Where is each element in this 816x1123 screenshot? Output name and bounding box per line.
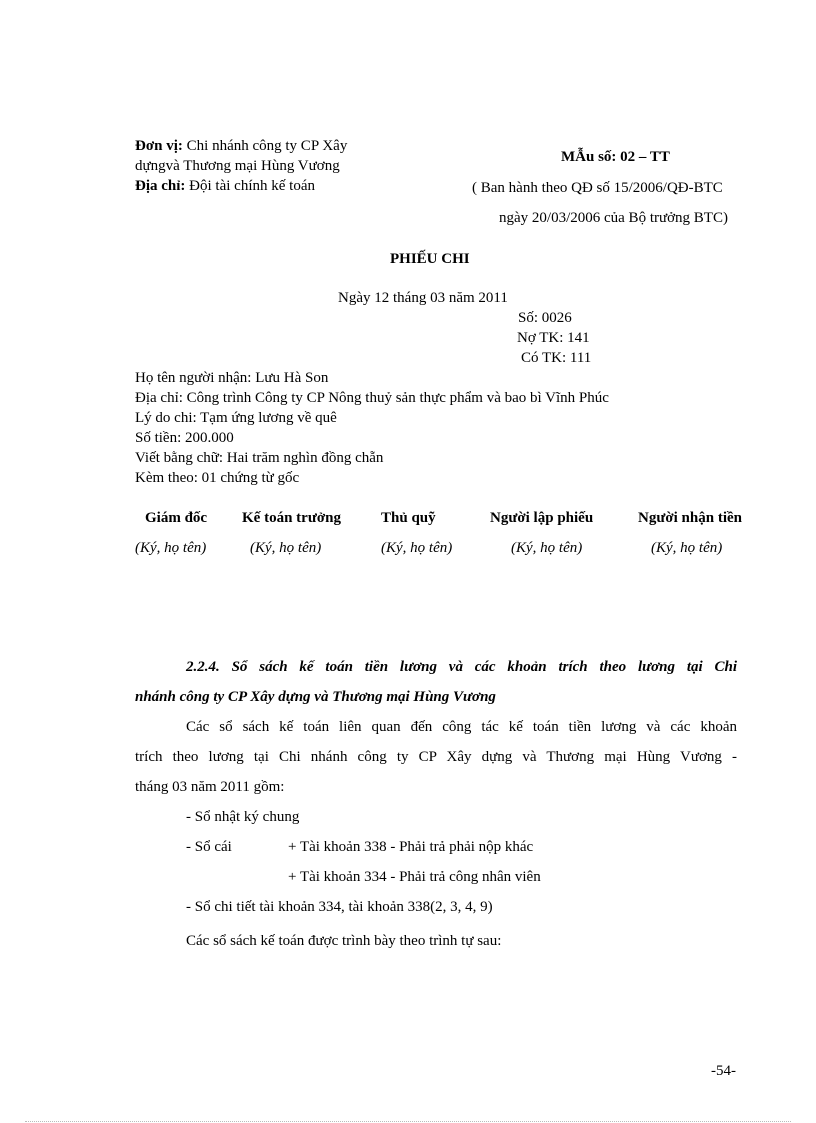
issued-line-2: ngày 20/03/2006 của Bộ trưởng BTC) <box>499 210 728 226</box>
recipient-name: Họ tên người nhận: Lưu Hà Son <box>135 370 329 386</box>
section-heading-line-2: nhánh công ty CP Xây dựng và Thương mại Hùng Vương <box>135 689 496 705</box>
amount-in-words: Viết bằng chữ: Hai trăm nghìn đồng chẵn <box>135 450 384 466</box>
unit-label: Đơn vị: <box>135 138 183 154</box>
paragraph-line-1: Các sổ sách kế toán liên quan đến công tác kế toán tiền lương và các khoản <box>186 719 737 735</box>
closing-sentence: Các sổ sách kế toán được trình bày theo trình tự sau: <box>186 933 502 949</box>
voucher-title: PHIẾU CHI <box>390 251 470 267</box>
signature-role-chief-accountant: Kế toán trưởng <box>242 510 341 526</box>
address-line <box>135 177 315 195</box>
signature-role-cashier: Thủ quỹ <box>381 510 436 526</box>
attachments: Kèm theo: 01 chứng từ gốc <box>135 470 300 486</box>
payment-reason: Lý do chi: Tạm ứng lương về quê <box>135 410 337 426</box>
list-item-detail-ledger: - Sổ chi tiết tài khoản 334, tài khoản 338(2, 3, 4, 9) <box>186 899 493 915</box>
ledger-account-338: + Tài khoản 338 - Phải trả phải nộp khác <box>288 839 534 855</box>
debit-account: Nợ TK: 141 <box>517 330 590 346</box>
paragraph-line-3: tháng 03 năm 2011 gồm: <box>135 779 285 795</box>
ledger-account-334: + Tài khoản 334 - Phải trả công nhân viên <box>288 869 541 885</box>
signature-role-preparer: Người lập phiếu <box>490 510 594 526</box>
page-border-divider <box>25 1121 791 1122</box>
signature-role-director: Giám đốc <box>145 510 208 526</box>
voucher-number: Số: 0026 <box>518 310 572 326</box>
paragraph-line-2: trích theo lương tại Chi nhánh công ty CP Xây dựng và Thương mại Hùng Vương - <box>135 749 737 765</box>
form-code: MẪu số: 02 – TT <box>561 149 670 165</box>
unit-line-2: dựngvà Thương mại Hùng Vương <box>135 158 340 174</box>
signature-note-director: (Ký, họ tên) <box>135 540 207 556</box>
unit-line-1 <box>135 137 347 155</box>
credit-account: Có TK: 111 <box>521 350 592 366</box>
issued-line-1: ( Ban hành theo QĐ số 15/2006/QĐ-BTC <box>472 180 723 196</box>
section-heading-line-1: 2.2.4. Sổ sách kế toán tiền lương và các khoản trích theo lương tại Chi <box>186 659 737 675</box>
signature-note-receiver: (Ký, họ tên) <box>651 540 723 556</box>
amount: Số tiền: 200.000 <box>135 430 234 446</box>
list-item-journal: - Sổ nhật ký chung <box>186 809 300 825</box>
list-item-ledger: - Sổ cái <box>186 839 232 855</box>
page-number: -54- <box>711 1063 736 1079</box>
signature-note-cashier: (Ký, họ tên) <box>381 540 453 556</box>
voucher-date: Ngày 12 tháng 03 năm 2011 <box>338 290 508 306</box>
recipient-address: Địa chỉ: Công trình Công ty CP Nông thuỷ sản thực phẩm và bao bì Vĩnh Phúc <box>135 390 609 406</box>
unit-value: Chi nhánh công ty CP Xây <box>186 138 348 154</box>
address-label: Địa chỉ: <box>135 178 186 194</box>
signature-note-chief-accountant: (Ký, họ tên) <box>250 540 322 556</box>
signature-note-preparer: (Ký, họ tên) <box>511 540 583 556</box>
address-value: Đội tài chính kế toán <box>189 178 315 194</box>
signature-role-receiver: Người nhận tiền <box>638 510 742 526</box>
